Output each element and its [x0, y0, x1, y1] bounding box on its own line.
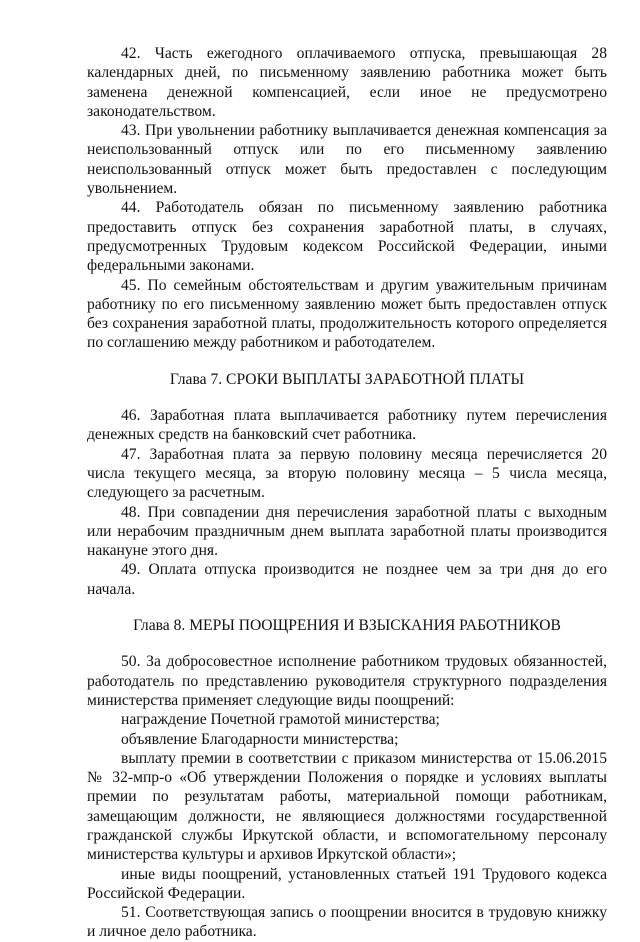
paragraph-47: 47. Заработная плата за первую половину месяца перечисляется 20 числа текущего месяца, за вторую половину месяца – 5 числа месяца, следующего за расчетным.: [87, 445, 607, 502]
paragraph-48: 48. При совпадении дня перечисления заработной платы с выходным или нерабочим праздничным днем выплата заработной платы производится накануне этого дня.: [87, 503, 607, 560]
paragraph-49: 49. Оплата отпуска производится не позднее чем за три дня до его начала.: [87, 561, 607, 598]
reward-item-certificate: награждение Почетной грамотой министерства;: [121, 711, 440, 729]
paragraph-50: 50. За добросовестное исполнение работником трудовых обязанностей, работодатель по представлению руководителя структурного подразделения министерства применяет следующие виды поощрений:: [87, 653, 607, 709]
chapter-7-heading: Глава 7. СРОКИ ВЫПЛАТЫ ЗАРАБОТНОЙ ПЛАТЫ: [169, 370, 525, 388]
reward-item-gratitude: объявление Благодарности министерства;: [121, 730, 399, 748]
paragraph-51: 51. Соответствующая запись о поощрении вносится в трудовую книжку и личное дело работника.: [87, 904, 607, 941]
reward-item-other: иные виды поощрений, установленных статьей 191 Трудового кодекса Российской Федерации.: [87, 865, 607, 902]
reward-item-bonus: выплату премии в соответствии с приказом министерства от 15.06.2015 № 32-мпр-о «Об утверждении Положения о порядке и условиях выплаты премии по результатам работы, материальной помощи работникам, замещающим должности, не являющиеся должностями государственной гражданской службы Иркутской области, и вспомогательному персоналу министерства культуры и архивов Иркутской области»;: [87, 749, 607, 864]
paragraph-44: 44. Работодатель обязан по письменному заявлению работника предоставить отпуск без сохранения заработной платы, в случаях, предусмотренных Трудовым кодексом Российской Федерации, иными федеральными законами.: [87, 199, 607, 275]
paragraph-42: 42. Часть ежегодного оплачиваемого отпуска, превышающая 28 календарных дней, по письменному заявлению работника может быть заменена денежной компенсацией, если иное не предусмотрено законодательством.: [87, 45, 607, 120]
paragraph-45: 45. По семейным обстоятельствам и другим уважительным причинам работнику по его письменному заявлению может быть предоставлен отпуск без сохранения заработной платы, продолжительность которого определяется по соглашению между работником и работодателем.: [87, 276, 607, 352]
paragraph-43: 43. При увольнении работнику выплачивается денежная компенсация за неиспользованный отпуск или по его письменному заявлению неиспользованный отпуск может быть предоставлен с последующим увольнением.: [87, 122, 607, 198]
chapter-8-heading: Глава 8. МЕРЫ ПООЩРЕНИЯ И ВЗЫСКАНИЯ РАБОТНИКОВ: [133, 617, 561, 635]
paragraph-46: 46. Заработная плата выплачивается работнику путем перечисления денежных средств на банковский счет работника.: [87, 407, 607, 444]
